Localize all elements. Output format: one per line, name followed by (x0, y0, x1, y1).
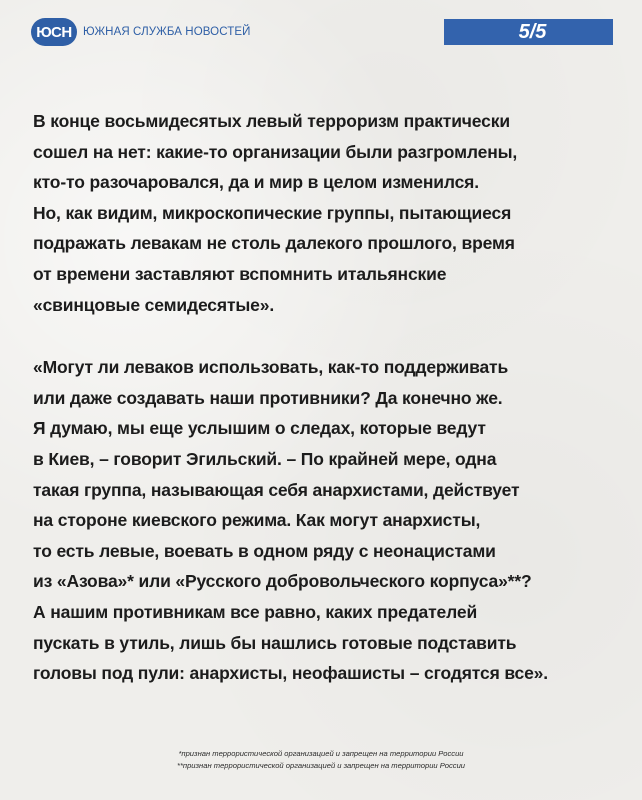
paragraph-line: сошел на нет: какие-то организации были разгромлены, (33, 141, 518, 162)
paragraph-line: Я думаю, мы еще услышим о следах, которые ведут (33, 418, 486, 439)
page-counter: 5/5 (444, 19, 613, 45)
footnotes (0, 748, 642, 772)
paragraph-line: «Могут ли леваков использовать, как-то поддерживать (33, 357, 509, 378)
logo-badge: ЮСН (31, 18, 77, 46)
paragraph-line: подражать левакам не столь далекого прошлого, время (33, 233, 515, 254)
paragraph-line: на стороне киевского режима. Как могут анархисты, (33, 510, 481, 531)
paragraph-line: кто-то разочаровался, да и мир в целом изменился. (33, 172, 479, 193)
paragraph-line: такая группа, называющая себя анархистами, действует (33, 479, 520, 500)
paragraph-line: В конце восьмидесятых левый терроризм практически (33, 111, 510, 131)
paragraph-1 (33, 106, 613, 320)
footnote-2: **признан террористической организацией и запрещен на территории России (176, 761, 466, 770)
header (0, 0, 642, 60)
paragraph-line: или даже создавать наши противники? Да конечно же. (33, 387, 503, 408)
paragraph-line: то есть левые, воевать в одном ряду с неонацистами (33, 540, 496, 561)
paragraph-2 (33, 352, 613, 689)
paragraph-line: А нашим противникам все равно, каких предателей (33, 601, 478, 622)
logo (31, 18, 250, 46)
footnote-1: *признан террористической организацией и запрещен на территории России (178, 749, 464, 758)
logo-text: ЮЖНАЯ СЛУЖБА НОВОСТЕЙ (83, 26, 251, 38)
paragraph-line: «свинцовые семидесятые». (33, 294, 275, 315)
paragraph-line: от времени заставляют вспомнить итальянские (33, 263, 447, 284)
paragraph-line: в Киев, – говорит Эгильский. – По крайней мере, одна (33, 448, 497, 469)
paragraph-line: Но, как видим, микроскопические группы, пытающиеся (33, 202, 512, 223)
paragraph-line: из «Азова»* или «Русского добровольческого корпуса»**? (33, 571, 532, 592)
paragraph-line: пускать в утиль, лишь бы нашлись готовые подставить (33, 632, 517, 653)
article-body (33, 106, 613, 689)
paragraph-line: головы под пули: анархисты, неофашисты – сгодятся все». (33, 663, 548, 684)
